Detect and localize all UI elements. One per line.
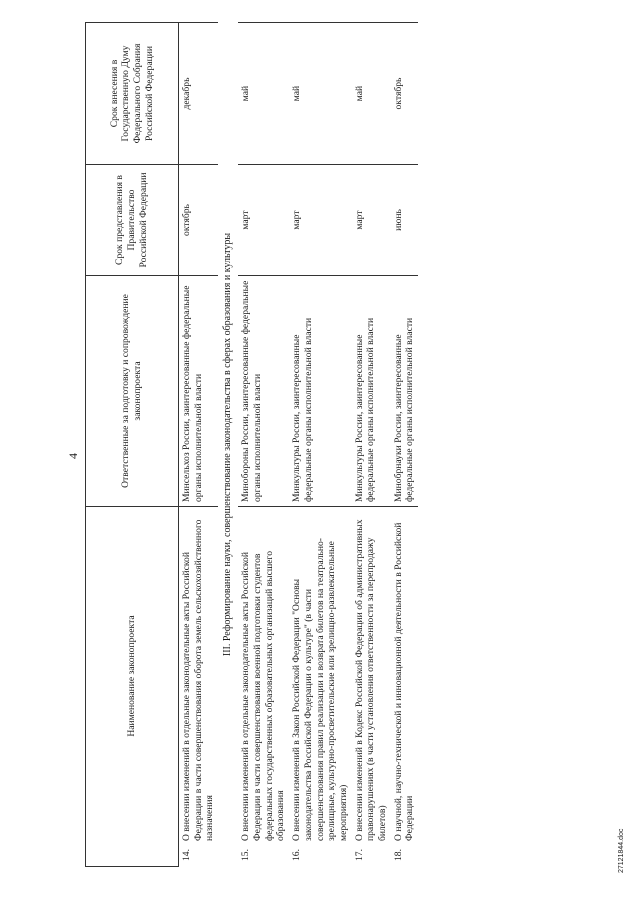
header-gov-deadline: Срок представления в Правительство Российской Федерации: [86, 165, 179, 276]
header-responsible: Ответственные за подготовку и сопровождение законопроекта: [86, 276, 179, 507]
bill-name: О научной, научно-технической и инновационной деятельности в Российской Федерации: [392, 522, 416, 841]
header-number-cell: [86, 845, 179, 867]
table-row: [238, 23, 289, 867]
document-file-code: 27121844.doc: [618, 828, 625, 873]
row-number: 16.: [291, 849, 303, 861]
responsible-agencies: Минобрнауки России, заинтересованные федеральные органы исполнительной власти: [391, 276, 418, 507]
duma-deadline: май: [289, 23, 352, 165]
section-heading-row: [218, 23, 238, 867]
gov-deadline: март: [289, 165, 352, 276]
gov-deadline: март: [238, 165, 289, 276]
gov-deadline: март: [352, 165, 391, 276]
bills-table: [85, 22, 418, 867]
header-name: Наименование законопроекта: [86, 507, 179, 846]
row-number: 15.: [240, 849, 252, 861]
row-number: 18.: [392, 849, 404, 861]
page-number: 4: [66, 453, 80, 459]
bill-name: О внесении изменений в Кодекс Российской Федерации об административных правонарушениях (в части установления ответственности за перепродажу билетов): [353, 519, 389, 841]
duma-deadline: декабрь: [179, 23, 219, 165]
duma-deadline: май: [352, 23, 391, 165]
row-number: 17.: [353, 849, 365, 861]
bill-name: О внесении изменений в отдельные законодательные акты Российской Федерации в части совершенствования оборота земель сельскохозяйственного назначения: [181, 519, 216, 841]
table-row: [391, 23, 418, 867]
table-row: [352, 23, 391, 867]
duma-deadline: май: [238, 23, 289, 165]
responsible-agencies: Минкультуры России, заинтересованные федеральные органы исполнительной власти: [352, 276, 391, 507]
bill-name: О внесении изменений в отдельные законодательные акты Российской Федерации в части совершенствования военной подготовки студентов федеральных государственных образовательных организаций высшего образования: [240, 551, 287, 841]
responsible-agencies: Минсельхоз России, заинтересованные федеральные органы исполнительной власти: [179, 276, 219, 507]
gov-deadline: октябрь: [179, 165, 219, 276]
responsible-agencies: Минобороны России, заинтересованные федеральные органы исполнительной власти: [238, 276, 289, 507]
table-row: [289, 23, 352, 867]
table-header-row: [86, 23, 179, 867]
row-number: 14.: [181, 849, 192, 861]
header-duma-deadline: Срок внесения в Государственную Думу Федерального Собрания Российской Федерации: [86, 23, 179, 165]
section-title: III. Реформирование науки, совершенствование законодательства в сферах образования и культуры: [222, 232, 234, 657]
responsible-agencies: Минкультуры России, заинтересованные федеральные органы исполнительной власти: [289, 276, 352, 507]
bill-name: О внесении изменений в Закон Российской Федерации "Основы законодательства Российской Федерации о культуре" (в части совершенствования правил реализации и возврата билетов на театрально-зрелищные, культурно-просветительские или зрелищно-развлекательные мероприятия): [291, 538, 349, 841]
table-row: [179, 23, 219, 867]
duma-deadline: октябрь: [391, 23, 418, 165]
gov-deadline: июнь: [391, 165, 418, 276]
